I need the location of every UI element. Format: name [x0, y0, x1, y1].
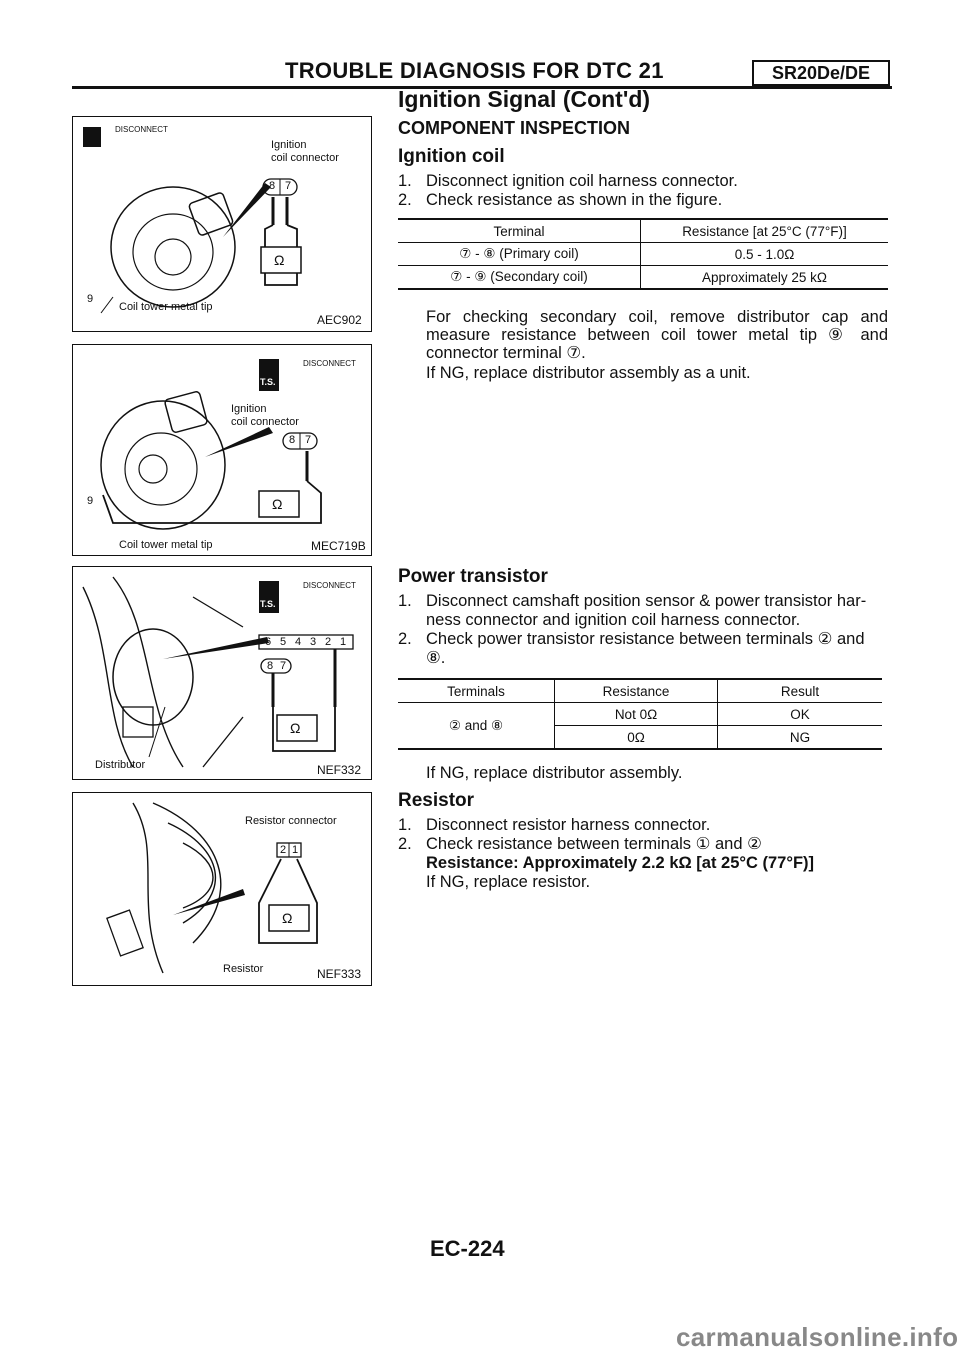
col-header: Resistance — [555, 679, 718, 703]
pin-label: 2 — [325, 636, 332, 648]
terminal-label: 7 — [280, 660, 287, 672]
pin-label: 1 — [340, 636, 347, 648]
meter-symbol: Ω — [282, 910, 293, 926]
secondary-coil-note: For checking secondary coil, remove distributor cap and measure resistance between coil tower metal tip ⑨ and connector terminal ⑦. — [426, 308, 888, 362]
figure-code: MEC719B — [311, 539, 366, 553]
table-cell: 0.5 - 1.0Ω — [734, 246, 795, 262]
col-header: Terminals — [398, 679, 555, 703]
table-cell: NG — [789, 729, 811, 745]
terminal-label: 7 — [285, 180, 292, 192]
table-cell: Not 0Ω — [555, 703, 718, 726]
connector-label: Resistor connector — [245, 815, 337, 827]
disconnect-label: DISCONNECT — [303, 581, 356, 590]
connector-label: Ignition — [271, 139, 307, 151]
step-item: 2. Check power transistor resistance between terminals ② and — [398, 630, 865, 648]
meter-symbol: Ω — [290, 720, 301, 736]
connector-label: Ignition — [231, 403, 267, 415]
distributor-cap-outline — [111, 187, 235, 307]
table-cell: 0Ω — [555, 726, 718, 750]
pointer-arrow — [173, 889, 245, 915]
terminal-label: 8 — [269, 180, 276, 192]
tip-number: 9 — [87, 293, 94, 305]
figure-aec902 — [72, 116, 372, 332]
ts-label: T.S. — [260, 377, 276, 387]
col-header: Resistance [at 25°C (77°F)] — [682, 223, 847, 239]
step-item-cont: ⑧. — [426, 649, 446, 667]
step-item: 1. Disconnect camshaft position sensor & power transistor har- — [398, 592, 867, 610]
step-item: 1. Disconnect resistor harness connector. — [398, 816, 711, 834]
engine-badge: SR20De/DE — [752, 60, 890, 86]
step-item-cont: ness connector and ignition coil harness connector. — [426, 611, 801, 629]
table-cell: Approximately 25 kΩ — [702, 269, 827, 285]
heading-resistor: Resistor — [398, 790, 475, 811]
part-label: Resistor — [223, 963, 264, 975]
ignition-coil-steps — [398, 172, 738, 210]
pin-label: 5 — [280, 636, 287, 648]
connector-label-2: coil connector — [231, 416, 299, 428]
part-label: Distributor — [95, 759, 146, 771]
table-cell: OK — [790, 706, 810, 722]
tip-label: Coil tower metal tip — [119, 301, 213, 313]
disconnect-label: DISCONNECT — [303, 359, 356, 368]
ignition-coil-table — [398, 218, 888, 290]
resistor-spec: Resistance: Approximately 2.2 kΩ [at 25°C (77°F)] — [426, 854, 815, 872]
section-subtitle: COMPONENT INSPECTION — [398, 118, 631, 138]
ignition-coil-diagram-ts — [73, 345, 371, 555]
ignition-coil-ng: If NG, replace distributor assembly as a unit. — [426, 364, 751, 382]
figure-code: NEF333 — [317, 967, 362, 981]
disconnect-icon — [83, 127, 101, 147]
power-transistor-steps — [398, 592, 888, 668]
terminal-label: 2 — [280, 844, 287, 856]
table-cell: ⑦ - ⑧ (Primary coil) — [398, 243, 641, 266]
connector-label-2: coil connector — [271, 152, 339, 164]
connector-icon — [261, 659, 291, 673]
power-transistor-ng: If NG, replace distributor assembly. — [426, 764, 683, 782]
pin-label: 6 — [265, 636, 272, 648]
pin-label: 4 — [295, 636, 302, 648]
tip-label: Coil tower metal tip — [119, 539, 213, 551]
step-item: 2. Check resistance between terminals ① and ② — [398, 835, 762, 853]
power-transistor-table — [398, 678, 882, 750]
ignition-coil-diagram — [73, 117, 371, 331]
col-header: Result — [780, 683, 820, 699]
connector-icon — [259, 635, 353, 649]
ts-label: T.S. — [260, 599, 276, 609]
section-title: Ignition Signal (Cont'd) — [398, 86, 651, 112]
figure-code: NEF332 — [317, 763, 362, 777]
step-item: 2. Check resistance as shown in the figure. — [398, 191, 723, 209]
table-cell: ② and ⑧ — [398, 703, 555, 750]
terminal-label: 7 — [305, 434, 312, 446]
page-number: EC-224 — [430, 1236, 505, 1261]
table-cell: ⑦ - ⑨ (Secondary coil) — [398, 266, 641, 290]
pin-label: 3 — [310, 636, 317, 648]
meter-symbol: Ω — [274, 252, 285, 268]
watermark: carmanualsonline.info — [676, 1322, 959, 1352]
disconnect-label: DISCONNECT — [115, 125, 168, 134]
step-item: 1. Disconnect ignition coil harness connector. — [398, 172, 738, 190]
terminal-label: 8 — [289, 434, 296, 446]
heading-ignition-coil: Ignition coil — [398, 146, 505, 167]
terminal-label: 8 — [267, 660, 274, 672]
terminal-label: 1 — [292, 844, 299, 856]
page-header-title: TROUBLE DIAGNOSIS FOR DTC 21 — [285, 58, 664, 83]
figure-mec719b — [72, 344, 372, 556]
tip-number: 9 — [87, 495, 94, 507]
power-transistor-diagram — [73, 567, 371, 779]
figure-nef333 — [72, 792, 372, 986]
col-header: Terminal — [398, 219, 641, 243]
heading-power-transistor: Power transistor — [398, 566, 548, 587]
figure-nef332 — [72, 566, 372, 780]
resistor-steps — [398, 816, 888, 892]
resistor-ng: If NG, replace resistor. — [426, 873, 591, 891]
figure-code: AEC902 — [317, 313, 362, 327]
meter-symbol: Ω — [272, 496, 283, 512]
